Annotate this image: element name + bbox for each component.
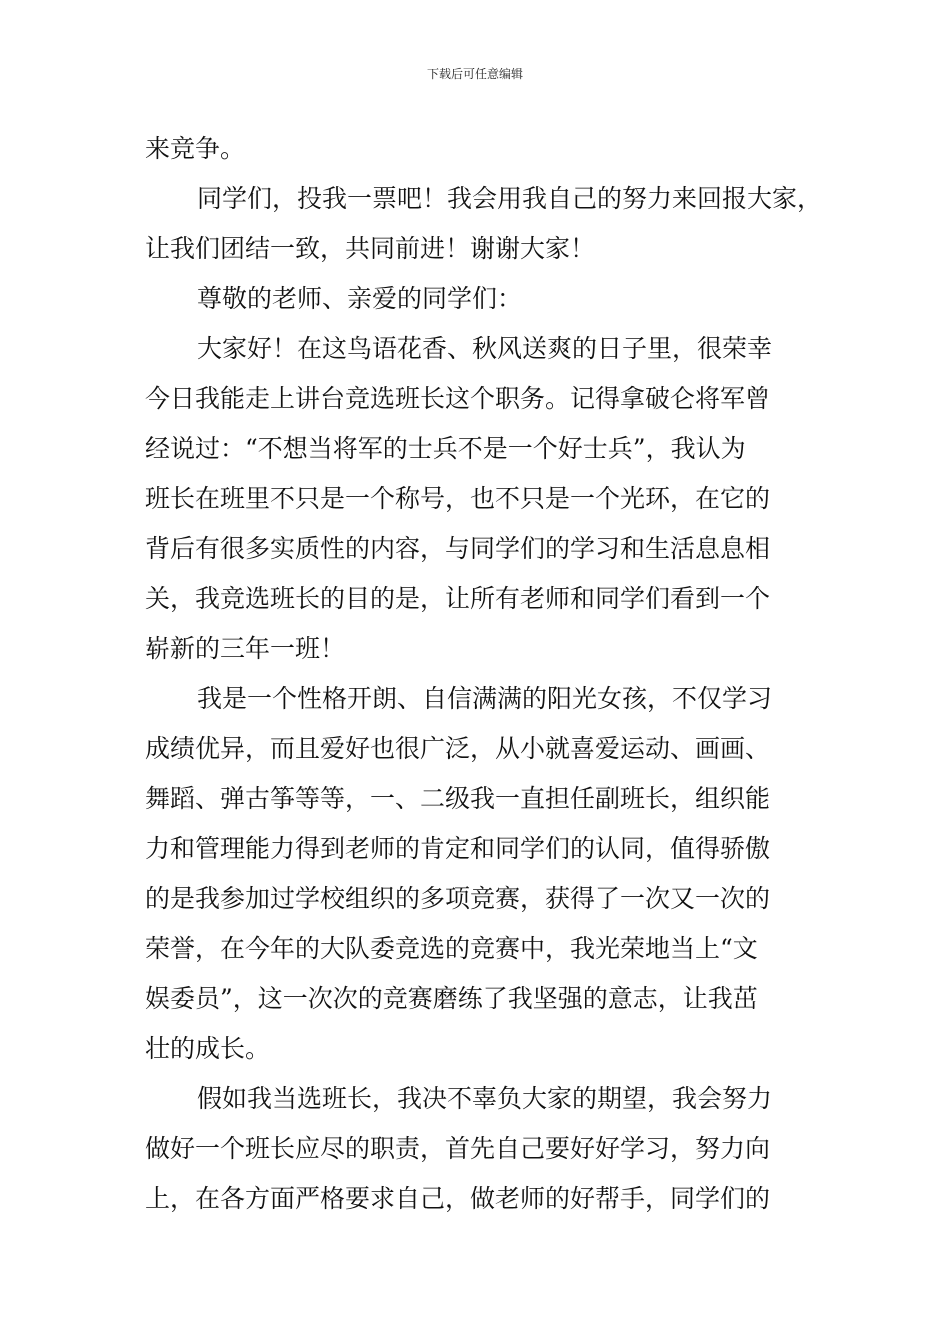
text-line: 背后有很多实质性的内容，与同学们的学习和生活息息相: [145, 534, 771, 563]
text-line: 来竞争。: [145, 134, 246, 163]
text-line: 力和管理能力得到老师的肯定和同学们的认同，值得骄傲: [145, 834, 771, 863]
text-line: 今日我能走上讲台竞选班长这个职务。记得拿破仑将军曾: [145, 384, 771, 413]
text-line: 关，我竞选班长的目的是，让所有老师和同学们看到一个: [145, 584, 771, 613]
text-line: 壮的成长。: [145, 1034, 271, 1063]
text-line: 尊敬的老师、亲爱的同学们：: [197, 284, 523, 313]
text-line: 荣誉，在今年的大队委竞选的竞赛中，我光荣地当上“文: [145, 934, 758, 963]
text-line: 的是我参加过学校组织的多项竞赛，获得了一次又一次的: [145, 884, 771, 913]
text-line: 娱委员”，这一次次的竞赛磨练了我坚强的意志，让我茁: [145, 984, 758, 1013]
text-line: 崭新的三年一班！: [145, 634, 346, 663]
page-header: 下载后可任意编辑: [426, 67, 523, 81]
text-line: 我是一个性格开朗、自信满满的阳光女孩，不仅学习: [197, 684, 773, 713]
text-line: 上，在各方面严格要求自己，做老师的好帮手，同学们的: [145, 1184, 771, 1213]
text-line: 经说过：“不想当将军的士兵不是一个好士兵”，我认为: [145, 434, 746, 463]
text-line: 班长在班里不只是一个称号，也不只是一个光环，在它的: [145, 484, 771, 513]
text-line: 大家好！在这鸟语花香、秋风送爽的日子里，很荣幸: [197, 334, 773, 363]
text-line: 舞蹈、弹古筝等等，一、二级我一直担任副班长，组织能: [145, 784, 771, 813]
text-line: 让我们团结一致，共同前进！谢谢大家！: [145, 234, 596, 263]
text-line: 同学们，投我一票吧！我会用我自己的努力来回报大家，: [197, 184, 823, 213]
text-line: 成绩优异，而且爱好也很广泛，从小就喜爱运动、画画、: [145, 734, 771, 763]
text-line: 做好一个班长应尽的职责，首先自己要好好学习，努力向: [145, 1134, 771, 1163]
text-line: 假如我当选班长，我决不辜负大家的期望，我会努力: [197, 1084, 773, 1113]
